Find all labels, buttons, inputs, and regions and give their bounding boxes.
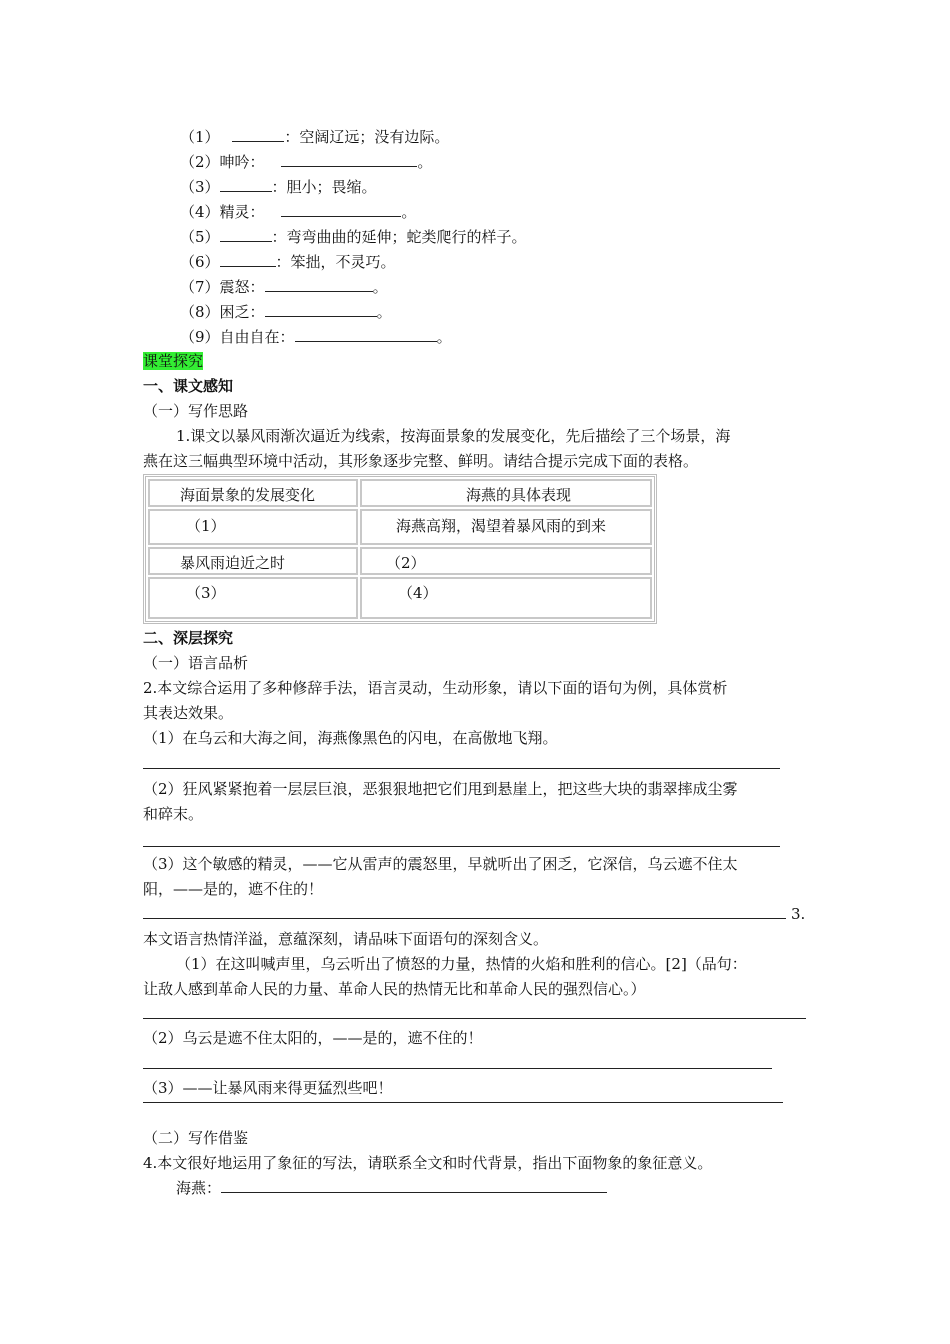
vocab-definition: 。 (372, 278, 388, 296)
cell-text: （2） (386, 554, 426, 572)
q2-sentence-2-line-2: 和碎末。 (143, 805, 204, 823)
q3-sentence-1-line-2: 让敌人感到革命人民的力量、革命人民的热情无比和革命人民的强烈信心。） (143, 980, 646, 998)
answer-line[interactable] (143, 768, 780, 769)
q2-sentence-3-line-1: （3）这个敏感的精灵，——它从雷声的震怒里，早就听出了困乏，它深信，乌云遮不住太 (143, 855, 738, 873)
table-header-left (148, 479, 358, 507)
vocab-item-7 (180, 276, 388, 298)
part1-heading: 一、课文感知 (143, 377, 234, 395)
q2-sentence-1: （1）在乌云和大海之间，海燕像黑色的闪电，在高傲地飞翔。 (143, 729, 558, 747)
answer-line[interactable] (143, 846, 780, 847)
answer-blank[interactable] (220, 226, 272, 242)
header-text: 海燕的具体表现 (466, 486, 572, 504)
table-cell-r3-right[interactable] (360, 577, 652, 619)
vocab-number: （4） (180, 203, 220, 221)
cell-text: （4） (398, 584, 438, 602)
answer-blank[interactable] (220, 251, 276, 267)
vocab-number: （6） (180, 253, 220, 271)
q2-sentence-3-line-2: 阳，——是的，遮不住的！ (143, 880, 324, 898)
answer-blank[interactable] (221, 1177, 607, 1193)
table-cell-r3-left[interactable] (148, 577, 358, 619)
q1-line-2: 燕在这三幅典型环境中活动，其形象逐步完整、鲜明。请结合提示完成下面的表格。 (143, 452, 699, 470)
part2-subheading-1: （一）语言品析 (143, 654, 249, 672)
vocab-number: （7） (180, 278, 220, 296)
answer-blank[interactable] (281, 201, 401, 217)
vocab-definition: ：弯弯曲曲的延伸；蛇类爬行的样子。 (271, 228, 527, 246)
q3-sentence-1-line-1: （1）在这叫喊声里，乌云听出了愤怒的力量，热情的火焰和胜利的信心。[2]（品句： (176, 955, 747, 973)
table-cell-r1-left[interactable] (148, 509, 358, 545)
vocab-number: （8） (180, 303, 220, 321)
vocab-item-1 (180, 126, 449, 148)
vocab-definition: 。 (436, 328, 452, 346)
vocab-item-2 (180, 151, 432, 173)
q2-line-2: 其表达效果。 (143, 704, 234, 722)
part1-subheading: （一）写作思路 (143, 402, 249, 420)
vocab-word: 震怒： (219, 278, 265, 296)
answer-line[interactable] (143, 1068, 772, 1069)
section-tag-text: 课堂探究 (143, 352, 204, 370)
answer-blank[interactable] (220, 176, 272, 192)
vocab-item-6 (180, 251, 396, 273)
answer-blank[interactable] (295, 326, 437, 342)
table-cell-r1-right (360, 509, 652, 545)
q4-item-label: 海燕： (176, 1179, 222, 1197)
header-text: 海面景象的发展变化 (180, 486, 316, 504)
q3-line: 本文语言热情洋溢，意蕴深刻，请品味下面语句的深刻含义。 (143, 930, 549, 948)
answer-line[interactable] (143, 1102, 783, 1103)
vocab-number: （2） (180, 153, 220, 171)
cell-text: （1） (186, 517, 226, 535)
vocab-item-5 (180, 226, 527, 248)
cell-text: 暴风雨迫近之时 (180, 554, 286, 572)
table-cell-r2-left (148, 547, 358, 575)
q4-item (176, 1177, 607, 1199)
part2-subheading-2: （二）写作借鉴 (143, 1129, 249, 1147)
answer-line[interactable] (143, 918, 786, 919)
vocab-word: 自由自在： (219, 328, 295, 346)
vocab-definition: ：胆小；畏缩。 (271, 178, 377, 196)
q2-line-1: 2.本文综合运用了多种修辞手法，语言灵动，生动形象，请以下面的语句为例，具体赏析 (143, 679, 728, 697)
table-header-right (360, 479, 652, 507)
vocab-definition: ：空阔辽远；没有边际。 (284, 128, 450, 146)
table-cell-r2-right[interactable] (360, 547, 652, 575)
vocab-word: 精灵： (219, 203, 265, 221)
vocab-definition: 。 (401, 203, 417, 221)
vocab-number: （5） (180, 228, 220, 246)
answer-blank[interactable] (265, 301, 377, 317)
part2-heading: 二、深层探究 (143, 629, 234, 647)
vocab-word: 困乏： (219, 303, 265, 321)
q1-line-1: 1.课文以暴风雨渐次逼近为线索，按海面景象的发展变化，先后描绘了三个场景，海 (176, 427, 731, 445)
vocab-number: （9） (180, 328, 220, 346)
vocab-definition: 。 (376, 303, 392, 321)
cell-text: （3） (186, 584, 226, 602)
vocab-word: 呻吟： (219, 153, 265, 171)
q2-sentence-2-line-1: （2）狂风紧紧抱着一层层巨浪，恶狠狠地把它们甩到悬崖上，把这些大块的翡翠摔成尘雾 (143, 780, 738, 798)
vocab-item-8 (180, 301, 392, 323)
vocab-number: （3） (180, 178, 220, 196)
section-tag (143, 350, 203, 372)
answer-line[interactable] (143, 1018, 806, 1019)
vocab-definition: 。 (417, 153, 433, 171)
vocab-item-9 (180, 326, 452, 348)
q3-sentence-2: （2）乌云是遮不住太阳的，——是的，遮不住的！ (143, 1029, 483, 1047)
answer-blank[interactable] (281, 151, 417, 167)
vocab-number: （1） (180, 128, 220, 146)
answer-blank[interactable] (232, 126, 284, 142)
q3-sentence-3: （3）——让暴风雨来得更猛烈些吧！ (143, 1079, 393, 1097)
vocab-item-3 (180, 176, 377, 198)
scene-table (143, 474, 657, 624)
cell-text: 海燕高翔，渴望着暴风雨的到来 (396, 517, 607, 535)
vocab-definition: ：笨拙，不灵巧。 (275, 253, 396, 271)
q4-line: 4.本文很好地运用了象征的写法，请联系全文和时代背景，指出下面物象的象征意义。 (143, 1154, 713, 1172)
q3-number: 3. (791, 905, 806, 923)
answer-blank[interactable] (265, 276, 373, 292)
vocab-item-4 (180, 201, 416, 223)
